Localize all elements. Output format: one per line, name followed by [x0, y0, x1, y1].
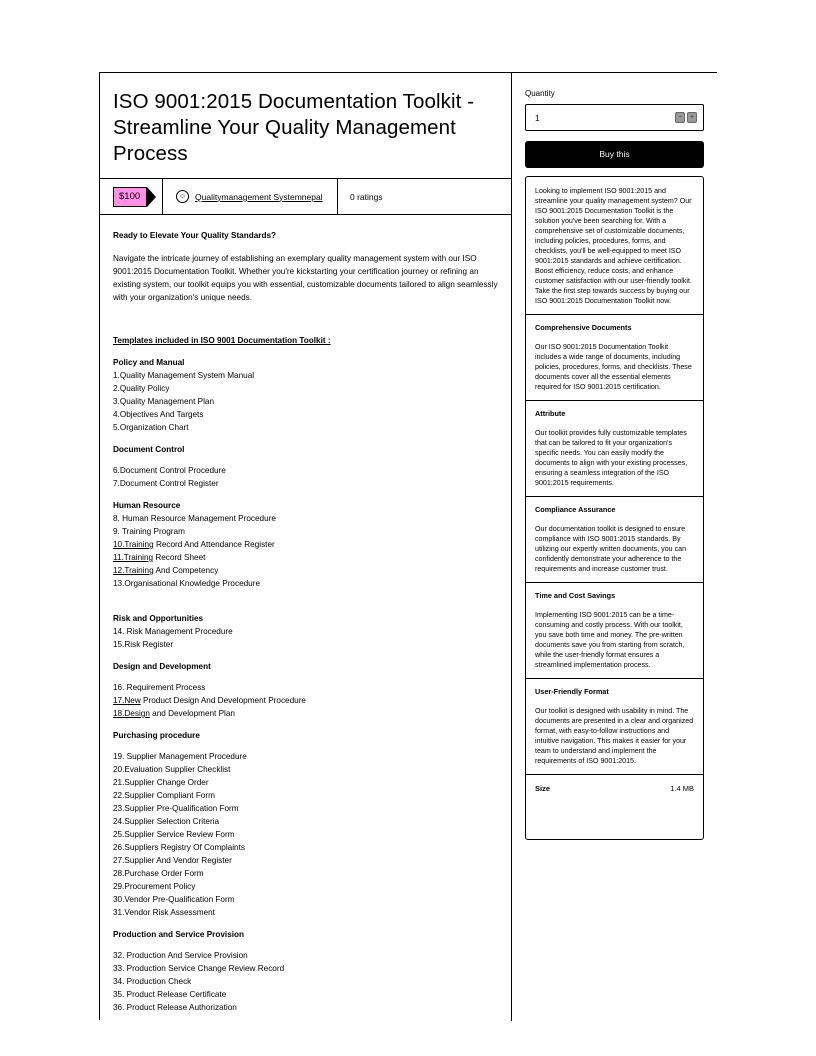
info-size-row — [526, 775, 703, 802]
section-production-heading: Production and Service Provision — [113, 930, 245, 939]
info-section-format — [526, 679, 703, 775]
list-item-link[interactable]: 12.Training — [113, 566, 154, 575]
list-item: 16. Requirement Process — [113, 683, 206, 692]
templates-heading: Templates included in ISO 9001 Documentation Toolkit : — [113, 336, 331, 345]
list-item: 15.Risk Register — [113, 640, 174, 649]
list-item: 9. Training Program — [113, 527, 185, 536]
list-item: 20.Evaluation Supplier Checklist — [113, 765, 231, 774]
list-item: 6.Document Control Procedure — [113, 466, 226, 475]
list-item: 31.Vendor Risk Assessment — [113, 908, 215, 917]
list-item-text: And Competency — [153, 566, 219, 575]
info-section-body: Our documentation toolkit is designed to ensure compliance with ISO 9001:2015 standards. By utilizing our expertly written documents, you can confidently demonstrate your adherence to the requirements and increase customer trust. — [535, 525, 687, 573]
price-cell — [100, 179, 163, 214]
decrement-icon[interactable]: − — [675, 112, 685, 123]
list-item: 28.Purchase Order Form — [113, 869, 204, 878]
section-design-heading: Design and Development — [113, 662, 211, 671]
list-item: 3.Quality Management Plan — [113, 397, 215, 406]
list-item — [113, 551, 498, 564]
seller-avatar-icon: ☺ — [176, 190, 189, 203]
list-item: 13.Organisational Knowledge Procedure — [113, 579, 261, 588]
description-intro: Navigate the intricate journey of establishing an exemplary quality management system with our ISO 9001:2015 Documentation Toolkit. Whether you're kickstarting your certification journey or refining an existing system, our toolkit equips you with essential, customizable documents tailored to align seamlessly with your organization's unique needs. — [113, 254, 498, 302]
product-description — [100, 215, 511, 1014]
section-risk-heading: Risk and Opportunities — [113, 614, 204, 623]
info-section-title: Comprehensive Documents — [535, 323, 632, 332]
info-section-attribute — [526, 401, 703, 497]
info-section-body: Our ISO 9001:2015 Documentation Toolkit includes a wide range of documents, including policies, procedures, forms, and checklists. These documents cover all the essential elements required for ISO 9001:2015 certification. — [535, 343, 692, 391]
info-summary: Looking to implement ISO 9001:2015 and streamline your quality management system? Our ISO 9001:2015 Documentation Toolkit is the solution you've been searching for. With a comprehensive set of customizable documents, including policies, procedures, forms, and checklists, you'll be well-equipped to meet ISO 9001:2015 standards and achieve certification. Boost efficiency, reduce costs, and enhance customer satisfaction with our user-friendly toolkit. Take the first step towards success by buying our ISO 9001:2015 Documentation Toolkit now. — [526, 177, 703, 315]
list-item: 2.Quality Policy — [113, 384, 170, 393]
section-policy-heading: Policy and Manual — [113, 358, 185, 367]
list-item: 19. Supplier Management Procedure — [113, 752, 247, 761]
info-section-savings — [526, 583, 703, 679]
title-section — [100, 73, 511, 179]
price-badge: $100 — [113, 187, 147, 207]
seller-link[interactable]: Qualitymanagement Systemnepal — [195, 191, 323, 202]
list-item: 30.Vendor Pre-Qualification Form — [113, 895, 235, 904]
section-document-heading: Document Control — [113, 445, 185, 454]
list-item: 27.Supplier And Vendor Register — [113, 856, 232, 865]
list-item: 23.Supplier Pre-Qualification Form — [113, 804, 239, 813]
list-item: 1.Quality Management System Manual — [113, 371, 255, 380]
list-item: 36. Product Release Authorization — [113, 1003, 237, 1012]
list-item: 35. Product Release Certificate — [113, 990, 227, 999]
list-item-text: Product Design And Development Procedure — [140, 696, 306, 705]
increment-icon[interactable]: + — [687, 112, 697, 123]
quantity-input[interactable] — [525, 104, 704, 131]
info-section-title: Time and Cost Savings — [535, 591, 616, 600]
list-item-link[interactable]: 10.Training — [113, 540, 154, 549]
seller-cell — [163, 179, 338, 214]
list-item — [113, 694, 498, 707]
section-hr-heading: Human Resource — [113, 501, 181, 510]
quantity-label: Quantity — [525, 89, 555, 98]
size-value: 1.4 MB — [670, 784, 694, 793]
list-item: 8. Human Resource Management Procedure — [113, 514, 276, 523]
list-item: 34. Production Check — [113, 977, 192, 986]
info-section-comprehensive — [526, 315, 703, 401]
info-section-title: Compliance Assurance — [535, 505, 616, 514]
list-item-link[interactable]: 11.Training — [113, 553, 154, 562]
list-item-text: Record And Attendance Register — [153, 540, 275, 549]
list-item: 7.Document Control Register — [113, 479, 219, 488]
list-item: 4.Objectives And Targets — [113, 410, 204, 419]
product-meta-row — [100, 179, 511, 215]
info-section-body: Our toolkit is designed with usability in mind. The documents are presented in a clear and organized format, with easy-to-follow instructions and intuitive navigation. This makes it easier for your team to understand and implement the requirements of ISO 9001:2015. — [535, 707, 694, 765]
quantity-value: 1 — [535, 113, 540, 123]
list-item: 25.Supplier Service Review Form — [113, 830, 235, 839]
info-section-title: User-Friendly Format — [535, 687, 609, 696]
list-item: 32. Production And Service Provision — [113, 951, 248, 960]
list-item: 24.Supplier Selection Criteria — [113, 817, 220, 826]
list-item: 5.Organization Chart — [113, 423, 189, 432]
list-item: 29.Procurement Policy — [113, 882, 196, 891]
quantity-stepper — [675, 112, 697, 123]
purchase-panel — [512, 73, 718, 1021]
info-section-body: Our toolkit provides fully customizable templates that can be tailored to fit your organization's specific needs. You can easily modify the documents to align with your existing processes, ensuring a seamless integration of the ISO 9001:2015 requirements. — [535, 429, 688, 487]
list-item-text: and Development Plan — [149, 709, 235, 718]
list-item — [113, 564, 498, 577]
info-section-body: Implementing ISO 9001:2015 can be a time-consuming and costly process. With our toolkit, you save both time and money. The pre-written documents save you from starting from scratch, while the user-friendly format ensures a streamlined implementation process. — [535, 611, 685, 669]
list-item: 33. Production Service Change Review Record — [113, 964, 285, 973]
product-info-card — [525, 176, 704, 840]
size-label: Size — [535, 784, 551, 793]
list-item: 14. Risk Management Procedure — [113, 627, 233, 636]
list-item: 22.Supplier Compliant Form — [113, 791, 215, 800]
product-page — [99, 72, 717, 1020]
list-item-link[interactable]: 17.New — [113, 696, 141, 705]
ratings-count: 0 ratings — [350, 191, 383, 202]
section-purchasing-heading: Purchasing procedure — [113, 731, 200, 740]
list-item-link[interactable]: 18.Design — [113, 709, 150, 718]
product-title: ISO 9001:2015 Documentation Toolkit - Streamline Your Quality Management Process — [113, 90, 475, 165]
buy-button[interactable]: Buy this — [525, 141, 704, 168]
info-section-compliance — [526, 497, 703, 583]
description-heading: Ready to Elevate Your Quality Standards? — [113, 231, 277, 240]
list-item: 21.Supplier Change Order — [113, 778, 209, 787]
list-item — [113, 538, 498, 551]
list-item-text: Record Sheet — [153, 553, 206, 562]
product-main — [100, 73, 512, 1021]
info-section-title: Attribute — [535, 409, 566, 418]
list-item: 26.Suppliers Registry Of Complaints — [113, 843, 245, 852]
list-item — [113, 707, 498, 720]
